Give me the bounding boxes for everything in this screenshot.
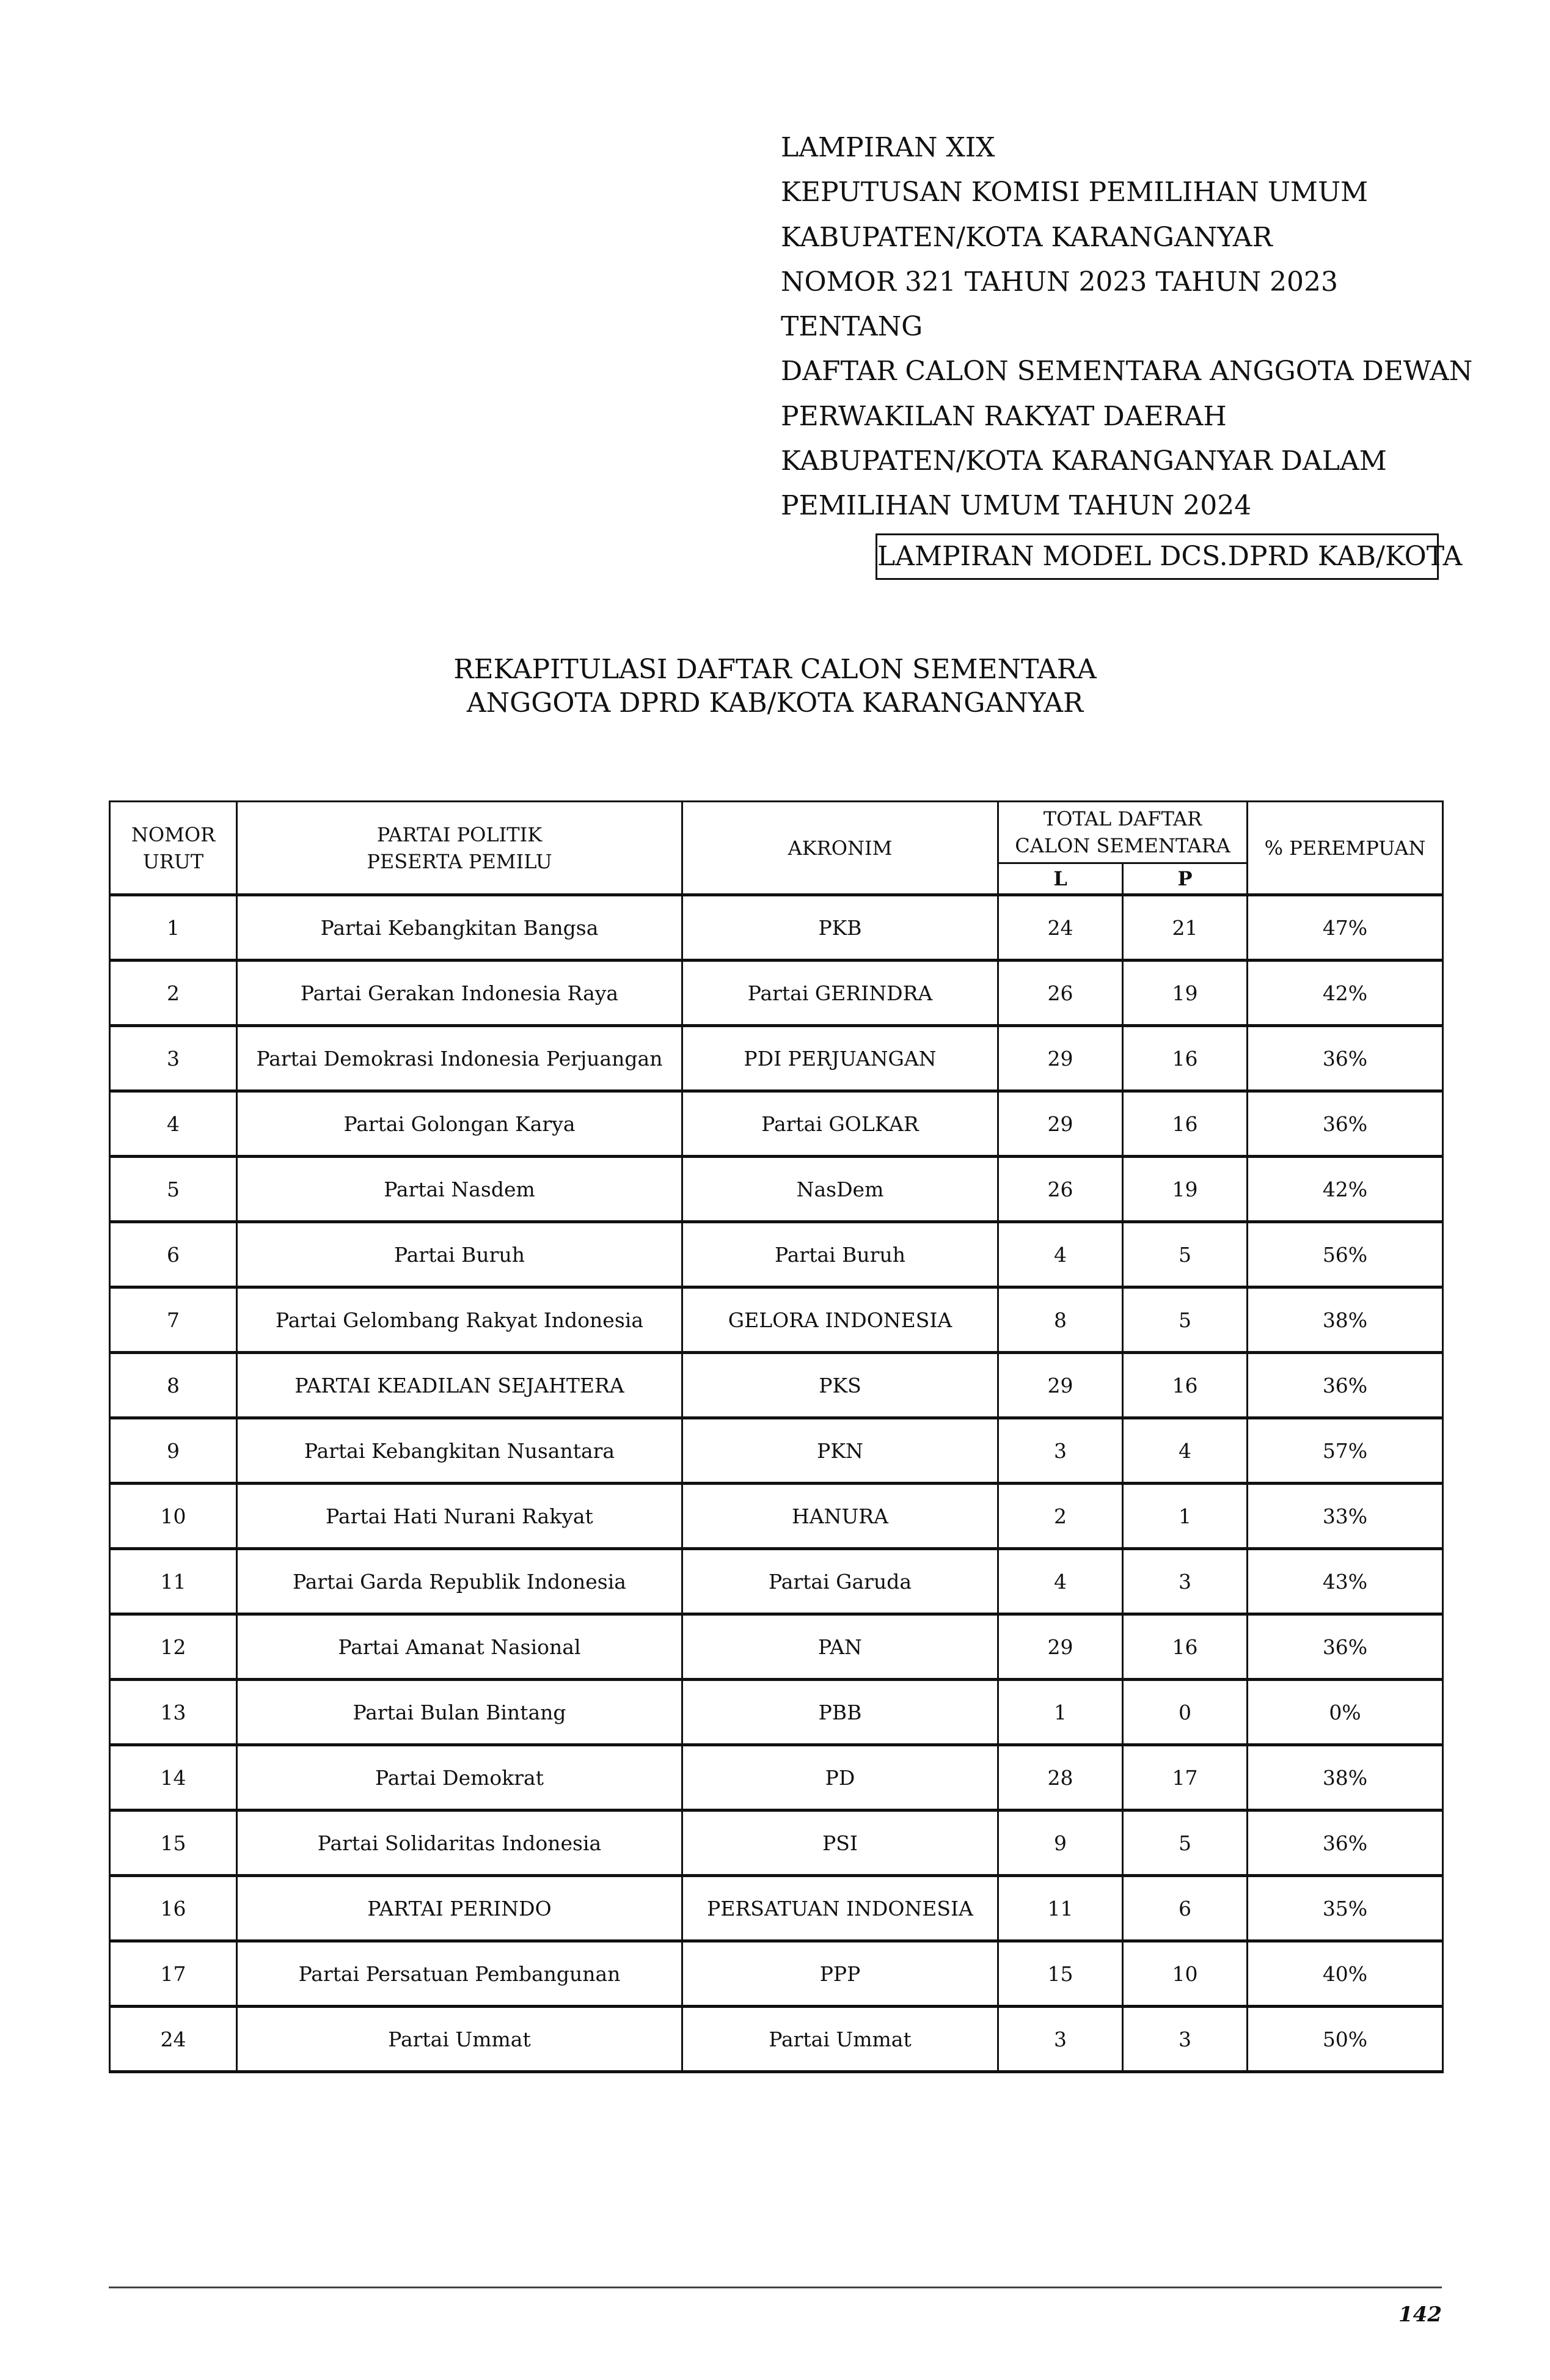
table-row	[110, 1614, 1443, 1680]
cell-partai: Partai Hati Nurani Rakyat	[237, 1484, 682, 1549]
table-row	[110, 961, 1443, 1026]
header-text: URUT	[142, 849, 204, 873]
footer-divider	[109, 2287, 1442, 2288]
cell-partai: Partai Bulan Bintang	[237, 1680, 682, 1745]
header-line: DAFTAR CALON SEMENTARA ANGGOTA DEWAN	[781, 356, 1473, 387]
cell-akronim: HANURA	[682, 1484, 998, 1549]
cell-p: 1	[1123, 1484, 1248, 1549]
header-nomor-urut	[110, 802, 237, 895]
cell-p: 5	[1123, 1222, 1248, 1287]
cell-partai: Partai Demokrasi Indonesia Perjuangan	[237, 1026, 682, 1091]
document-title	[0, 653, 1550, 720]
cell-partai: Partai Ummat	[237, 2007, 682, 2072]
header-text: PARTAI POLITIK	[376, 822, 543, 846]
decree-header	[781, 125, 1472, 529]
cell-p: 19	[1123, 1157, 1248, 1222]
table-row	[110, 1680, 1443, 1745]
cell-p: 10	[1123, 1941, 1248, 2007]
cell-partai: Partai Gelombang Rakyat Indonesia	[237, 1287, 682, 1353]
header-line: NOMOR 321 TAHUN 2023 TAHUN 2023	[781, 266, 1339, 298]
cell-akronim: PKS	[682, 1353, 998, 1418]
cell-nomor: 6	[110, 1222, 237, 1287]
cell-akronim: PKN	[682, 1418, 998, 1484]
cell-l: 29	[998, 1026, 1123, 1091]
cell-l: 11	[998, 1876, 1123, 1941]
table-row	[110, 1353, 1443, 1418]
cell-akronim: Partai Buruh	[682, 1222, 998, 1287]
cell-akronim: PERSATUAN INDONESIA	[682, 1876, 998, 1941]
cell-perempuan: 47%	[1248, 895, 1443, 961]
cell-perempuan: 38%	[1248, 1745, 1443, 1811]
header-line: KEPUTUSAN KOMISI PEMILIHAN UMUM	[781, 177, 1369, 208]
cell-nomor: 5	[110, 1157, 237, 1222]
cell-l: 28	[998, 1745, 1123, 1811]
cell-l: 3	[998, 2007, 1123, 2072]
cell-nomor: 16	[110, 1876, 237, 1941]
cell-l: 9	[998, 1811, 1123, 1876]
cell-perempuan: 36%	[1248, 1353, 1443, 1418]
cell-l: 29	[998, 1091, 1123, 1157]
cell-nomor: 15	[110, 1811, 237, 1876]
cell-partai: Partai Kebangkitan Bangsa	[237, 895, 682, 961]
header-line: LAMPIRAN XIX	[781, 132, 995, 163]
cell-partai: Partai Golongan Karya	[237, 1091, 682, 1157]
cell-p: 6	[1123, 1876, 1248, 1941]
cell-p: 17	[1123, 1745, 1248, 1811]
table-row	[110, 1745, 1443, 1811]
cell-l: 26	[998, 961, 1123, 1026]
header-text: TOTAL DAFTAR	[1043, 807, 1202, 830]
cell-l: 24	[998, 895, 1123, 961]
header-line: TENTANG	[781, 311, 923, 343]
cell-perempuan: 38%	[1248, 1287, 1443, 1353]
header-line: PERWAKILAN RAKYAT DAERAH	[781, 400, 1227, 432]
header-total	[998, 802, 1248, 863]
header-line: KABUPATEN/KOTA KARANGANYAR DALAM	[781, 445, 1387, 477]
cell-nomor: 17	[110, 1941, 237, 2007]
cell-perempuan: 36%	[1248, 1614, 1443, 1680]
cell-nomor: 13	[110, 1680, 237, 1745]
table-row	[110, 1484, 1443, 1549]
header-text: PESERTA PEMILU	[367, 849, 552, 873]
cell-l: 15	[998, 1941, 1123, 2007]
cell-perempuan: 0%	[1248, 1680, 1443, 1745]
cell-partai: Partai Buruh	[237, 1222, 682, 1287]
title-line-2: ANGGOTA DPRD KAB/KOTA KARANGANYAR	[466, 687, 1084, 719]
cell-akronim: PDI PERJUANGAN	[682, 1026, 998, 1091]
cell-perempuan: 43%	[1248, 1549, 1443, 1614]
cell-perempuan: 40%	[1248, 1941, 1443, 2007]
cell-p: 5	[1123, 1287, 1248, 1353]
cell-partai: Partai Gerakan Indonesia Raya	[237, 961, 682, 1026]
table-row	[110, 2007, 1443, 2072]
cell-nomor: 10	[110, 1484, 237, 1549]
cell-akronim: PKB	[682, 895, 998, 961]
cell-nomor: 9	[110, 1418, 237, 1484]
cell-p: 5	[1123, 1811, 1248, 1876]
cell-partai: PARTAI KEADILAN SEJAHTERA	[237, 1353, 682, 1418]
table-row	[110, 1941, 1443, 2007]
header-text: NOMOR	[131, 822, 216, 846]
cell-partai: Partai Demokrat	[237, 1745, 682, 1811]
cell-l: 29	[998, 1353, 1123, 1418]
cell-perempuan: 42%	[1248, 961, 1443, 1026]
cell-perempuan: 35%	[1248, 1876, 1443, 1941]
cell-p: 3	[1123, 1549, 1248, 1614]
cell-nomor: 11	[110, 1549, 237, 1614]
table-row	[110, 1157, 1443, 1222]
cell-perempuan: 36%	[1248, 1811, 1443, 1876]
cell-akronim: PAN	[682, 1614, 998, 1680]
cell-nomor: 1	[110, 895, 237, 961]
cell-akronim: Partai GOLKAR	[682, 1091, 998, 1157]
cell-partai: Partai Kebangkitan Nusantara	[237, 1418, 682, 1484]
cell-nomor: 8	[110, 1353, 237, 1418]
header-p: P	[1123, 863, 1248, 895]
cell-l: 1	[998, 1680, 1123, 1745]
cell-akronim: PD	[682, 1745, 998, 1811]
cell-perempuan: 33%	[1248, 1484, 1443, 1549]
cell-nomor: 7	[110, 1287, 237, 1353]
cell-nomor: 2	[110, 961, 237, 1026]
cell-akronim: PPP	[682, 1941, 998, 2007]
page-number: 142	[1398, 2302, 1442, 2327]
cell-perempuan: 56%	[1248, 1222, 1443, 1287]
cell-l: 29	[998, 1614, 1123, 1680]
header-line: PEMILIHAN UMUM TAHUN 2024	[781, 490, 1252, 522]
cell-akronim: Partai GERINDRA	[682, 961, 998, 1026]
header-l: L	[998, 863, 1123, 895]
cell-akronim: NasDem	[682, 1157, 998, 1222]
cell-l: 2	[998, 1484, 1123, 1549]
cell-l: 4	[998, 1549, 1123, 1614]
cell-nomor: 24	[110, 2007, 237, 2072]
cell-partai: Partai Solidaritas Indonesia	[237, 1811, 682, 1876]
table-row	[110, 1287, 1443, 1353]
cell-l: 4	[998, 1222, 1123, 1287]
cell-p: 16	[1123, 1026, 1248, 1091]
cell-p: 16	[1123, 1614, 1248, 1680]
header-text: CALON SEMENTARA	[1015, 834, 1230, 857]
cell-perempuan: 36%	[1248, 1026, 1443, 1091]
header-line: KABUPATEN/KOTA KARANGANYAR	[781, 221, 1273, 253]
cell-akronim: Partai Ummat	[682, 2007, 998, 2072]
table-row	[110, 1549, 1443, 1614]
cell-akronim: PSI	[682, 1811, 998, 1876]
table-row	[110, 1876, 1443, 1941]
cell-l: 3	[998, 1418, 1123, 1484]
cell-nomor: 14	[110, 1745, 237, 1811]
cell-nomor: 4	[110, 1091, 237, 1157]
table-row	[110, 1222, 1443, 1287]
cell-p: 16	[1123, 1353, 1248, 1418]
cell-p: 21	[1123, 895, 1248, 961]
cell-partai: Partai Garda Republik Indonesia	[237, 1549, 682, 1614]
cell-akronim: GELORA INDONESIA	[682, 1287, 998, 1353]
cell-l: 8	[998, 1287, 1123, 1353]
table-row	[110, 895, 1443, 961]
cell-nomor: 3	[110, 1026, 237, 1091]
table-row	[110, 1026, 1443, 1091]
model-label-box: LAMPIRAN MODEL DCS.DPRD KAB/KOTA	[876, 533, 1439, 580]
header-akronim: AKRONIM	[682, 802, 998, 895]
header-partai	[237, 802, 682, 895]
table-row	[110, 1091, 1443, 1157]
cell-partai: Partai Nasdem	[237, 1157, 682, 1222]
cell-p: 4	[1123, 1418, 1248, 1484]
table-row	[110, 1418, 1443, 1484]
cell-perempuan: 57%	[1248, 1418, 1443, 1484]
cell-perempuan: 50%	[1248, 2007, 1443, 2072]
cell-p: 19	[1123, 961, 1248, 1026]
cell-p: 16	[1123, 1091, 1248, 1157]
cell-p: 0	[1123, 1680, 1248, 1745]
cell-partai: PARTAI PERINDO	[237, 1876, 682, 1941]
cell-akronim: Partai Garuda	[682, 1549, 998, 1614]
cell-perempuan: 36%	[1248, 1091, 1443, 1157]
recap-table	[109, 800, 1444, 2073]
cell-partai: Partai Persatuan Pembangunan	[237, 1941, 682, 2007]
header-perempuan: % PEREMPUAN	[1248, 802, 1443, 895]
cell-perempuan: 42%	[1248, 1157, 1443, 1222]
table-body	[110, 895, 1443, 2072]
cell-nomor: 12	[110, 1614, 237, 1680]
cell-partai: Partai Amanat Nasional	[237, 1614, 682, 1680]
cell-l: 26	[998, 1157, 1123, 1222]
cell-p: 3	[1123, 2007, 1248, 2072]
cell-akronim: PBB	[682, 1680, 998, 1745]
title-line-1: REKAPITULASI DAFTAR CALON SEMENTARA	[453, 654, 1097, 685]
table-row	[110, 1811, 1443, 1876]
